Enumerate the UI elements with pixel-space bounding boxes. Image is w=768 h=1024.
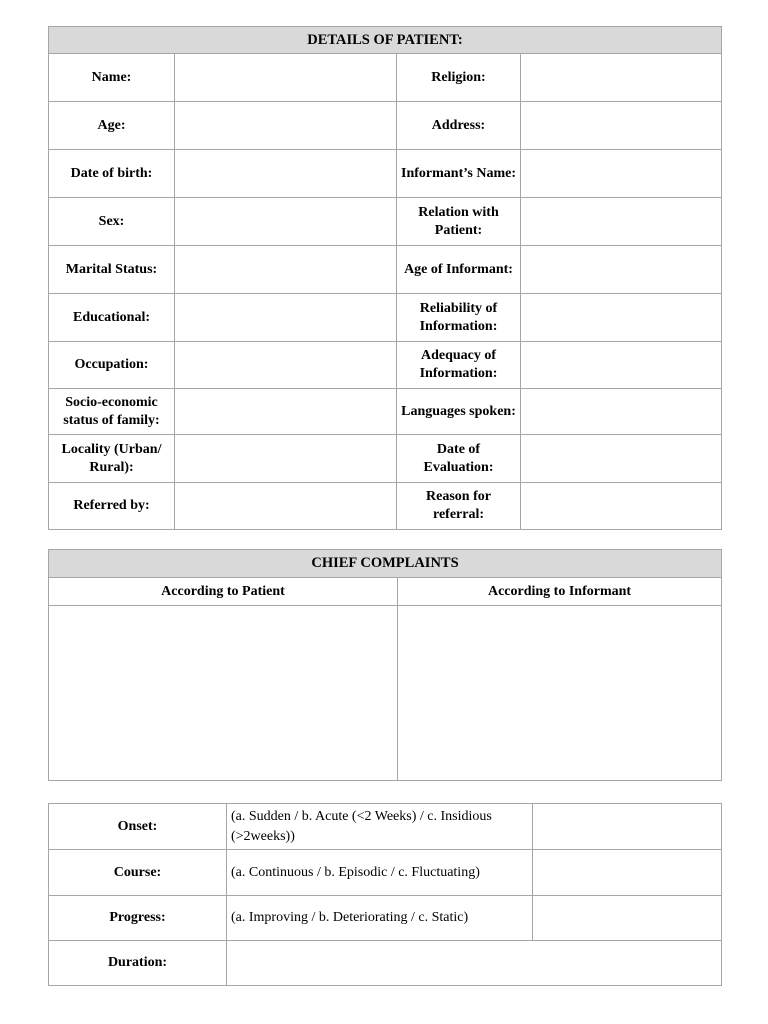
informant-complaints-field[interactable] [398, 606, 722, 781]
sex-label: Sex: [49, 198, 175, 246]
educational-label: Educational: [49, 294, 175, 342]
onset-field[interactable] [533, 804, 722, 850]
date-of-birth-label: Date of birth: [49, 150, 175, 198]
address-field[interactable] [521, 102, 722, 150]
reliability-field[interactable] [521, 294, 722, 342]
marital-status-label: Marital Status: [49, 246, 175, 294]
progress-field[interactable] [533, 896, 722, 941]
progress-options: (a. Improving / b. Deteriorating / c. Static) [227, 896, 533, 941]
date-of-evaluation-label: Date of Evaluation: [397, 435, 521, 483]
languages-spoken-label: Languages spoken: [397, 389, 521, 435]
patient-complaints-field[interactable] [49, 606, 398, 781]
progress-label: Progress: [49, 896, 227, 941]
course-label: Course: [49, 850, 227, 896]
religion-label: Religion: [397, 54, 521, 102]
according-to-patient-header: According to Patient [49, 578, 398, 606]
socio-economic-field[interactable] [175, 389, 397, 435]
name-label: Name: [49, 54, 175, 102]
patient-details-table [48, 26, 722, 530]
occupation-label: Occupation: [49, 342, 175, 389]
reason-for-referral-label: Reason for referral: [397, 483, 521, 530]
referred-by-label: Referred by: [49, 483, 175, 530]
informant-name-field[interactable] [521, 150, 722, 198]
adequacy-field[interactable] [521, 342, 722, 389]
sex-field[interactable] [175, 198, 397, 246]
languages-spoken-field[interactable] [521, 389, 722, 435]
age-of-informant-label: Age of Informant: [397, 246, 521, 294]
onset-options: (a. Sudden / b. Acute (<2 Weeks) / c. Insidious (>2weeks)) [227, 804, 533, 850]
duration-label: Duration: [49, 941, 227, 986]
according-to-informant-header: According to Informant [398, 578, 722, 606]
referred-by-field[interactable] [175, 483, 397, 530]
locality-field[interactable] [175, 435, 397, 483]
adequacy-label: Adequacy of Information: [397, 342, 521, 389]
date-of-birth-field[interactable] [175, 150, 397, 198]
chief-complaints-table [48, 549, 722, 781]
religion-field[interactable] [521, 54, 722, 102]
marital-status-field[interactable] [175, 246, 397, 294]
age-field[interactable] [175, 102, 397, 150]
reason-for-referral-field[interactable] [521, 483, 722, 530]
age-label: Age: [49, 102, 175, 150]
reliability-label: Reliability of Information: [397, 294, 521, 342]
onset-label: Onset: [49, 804, 227, 850]
occupation-field[interactable] [175, 342, 397, 389]
patient-details-header: DETAILS OF PATIENT: [49, 27, 722, 54]
age-of-informant-field[interactable] [521, 246, 722, 294]
duration-field[interactable] [227, 941, 722, 986]
illness-characteristics-table [48, 803, 722, 986]
educational-field[interactable] [175, 294, 397, 342]
chief-complaints-header: CHIEF COMPLAINTS [49, 550, 722, 578]
course-options: (a. Continuous / b. Episodic / c. Fluctuating) [227, 850, 533, 896]
address-label: Address: [397, 102, 521, 150]
name-field[interactable] [175, 54, 397, 102]
course-field[interactable] [533, 850, 722, 896]
date-of-evaluation-field[interactable] [521, 435, 722, 483]
relation-with-patient-label: Relation with Patient: [397, 198, 521, 246]
locality-label: Locality (Urban/ Rural): [49, 435, 175, 483]
relation-with-patient-field[interactable] [521, 198, 722, 246]
informant-name-label: Informant’s Name: [397, 150, 521, 198]
socio-economic-label: Socio-economic status of family: [49, 389, 175, 435]
